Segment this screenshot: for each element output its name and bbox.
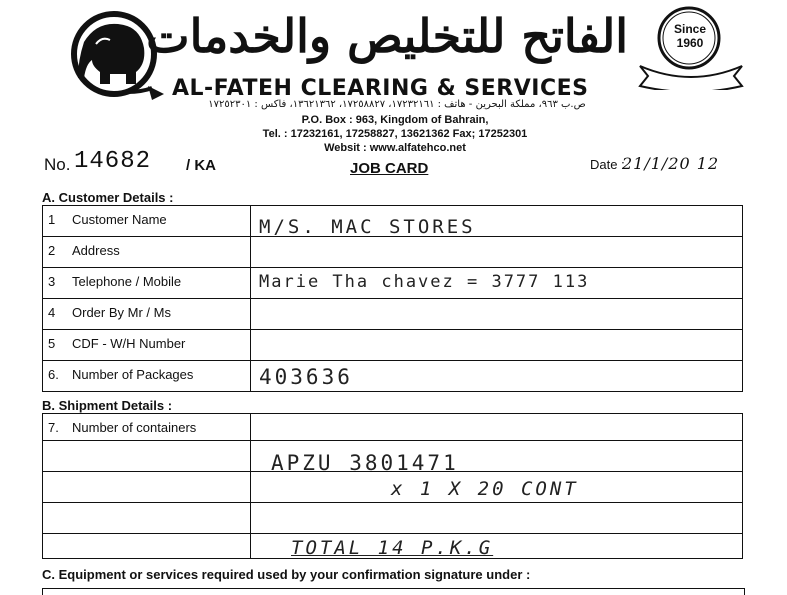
website-line: Websit : www.alfatehco.net [324,142,466,154]
table-row [43,441,743,472]
handwritten-value: 403636 [259,365,353,389]
row-label-cell [43,361,251,392]
po-box-line: P.O. Box : 963, Kingdom of Bahrain, [301,114,489,126]
row-label: Customer Name [72,212,167,227]
row-label: Order By Mr / Ms [72,305,171,320]
table-row [43,472,743,503]
row-number [43,447,68,453]
table-row [43,361,743,392]
row-number [43,509,68,515]
customer-details-heading: A. Customer Details : [42,190,174,205]
row-number: 2 [48,243,56,258]
row-label [68,447,72,453]
row-label: Number of Packages [72,367,194,382]
document-title: JOB CARD [350,160,429,177]
row-label [68,509,72,515]
table-row [43,268,743,299]
handwritten-value: M/S. MAC STORES [259,216,476,238]
row-label: Address [72,243,120,258]
english-company-name: AL-FATEH CLEARING & SERVICES [172,76,589,101]
number-of-containers-field[interactable] [251,414,743,441]
arabic-company-name: الفاتح للتخليص والخدمات [146,9,628,63]
row-number [43,540,68,546]
date-label: Date : [590,157,625,172]
table-row [43,299,743,330]
row-label-cell [43,472,251,503]
table-row [43,206,743,237]
date-value: 21/1/20 12 [622,154,720,173]
row-number: 5 [48,336,56,351]
handwritten-value: APZU 3801471 [271,451,459,475]
address-field[interactable] [251,237,743,268]
telephone-field[interactable] [251,268,743,299]
customer-details-table [42,205,743,392]
container-size-field[interactable] [251,472,743,503]
row-label-cell [43,330,251,361]
row-label [68,540,72,546]
since-text [657,22,723,50]
customer-name-field[interactable] [251,206,743,237]
job-number-value: 14682 [74,148,152,175]
order-by-field[interactable] [251,299,743,330]
job-number-suffix: / KA [186,157,216,174]
row-label-cell [43,299,251,330]
row-label: CDF - W/H Number [72,336,186,351]
since-label: Since [673,22,706,36]
shipment-details-table [42,413,743,559]
row-label-cell [43,534,251,559]
shipment-details-heading: B. Shipment Details : [42,398,173,413]
shipment-extra-field[interactable] [251,503,743,534]
row-number: 4 [48,305,56,320]
since-year: 1960 [676,36,704,50]
row-label-cell [43,268,251,299]
container-number-field[interactable] [251,441,743,475]
handwritten-value: Marie Tha chavez = 3777 113 [259,272,590,292]
handwritten-value: x 1 X 20 CONT [391,478,579,500]
cdf-wh-number-field[interactable] [251,330,743,361]
handwritten-value: TOTAL 14 P.K.G [291,537,494,559]
table-row [43,534,743,559]
equipment-services-heading: C. Equipment or services required used by your confirmation signature under : [42,567,531,582]
row-number: 1 [48,212,56,227]
row-label-cell [43,206,251,237]
telephone-fax-line: Tel. : 17232161, 17258827, 13621362 Fax; 17252301 [262,128,528,140]
table-row [43,414,743,441]
equipment-table-top-edge [42,588,745,595]
total-packages-field[interactable] [251,534,743,559]
table-row [43,330,743,361]
table-row [43,503,743,534]
row-label: Number of containers [72,420,197,435]
row-label-cell [43,503,251,534]
row-number: 3 [48,274,56,289]
arabic-contact-line: ص.ب ٩٦٣، مملكة البحرين - هاتف : ١٧٢٣٢١٦١، ١٧٢٥٨٨٢٧، ١٣٦٢١٣٦٢، فاكس : ١٧٢٥٢٣٠١ [208,99,586,110]
row-label [68,478,72,484]
row-label: Telephone / Mobile [72,274,182,289]
row-number [43,478,68,484]
job-number-label: No. [44,155,71,174]
table-row [43,237,743,268]
number-of-packages-field[interactable] [251,361,743,392]
row-label-cell [43,237,251,268]
row-number: 6. [48,367,59,382]
row-label-cell [43,441,251,472]
row-number: 7. [48,420,59,435]
row-label-cell [43,414,251,441]
